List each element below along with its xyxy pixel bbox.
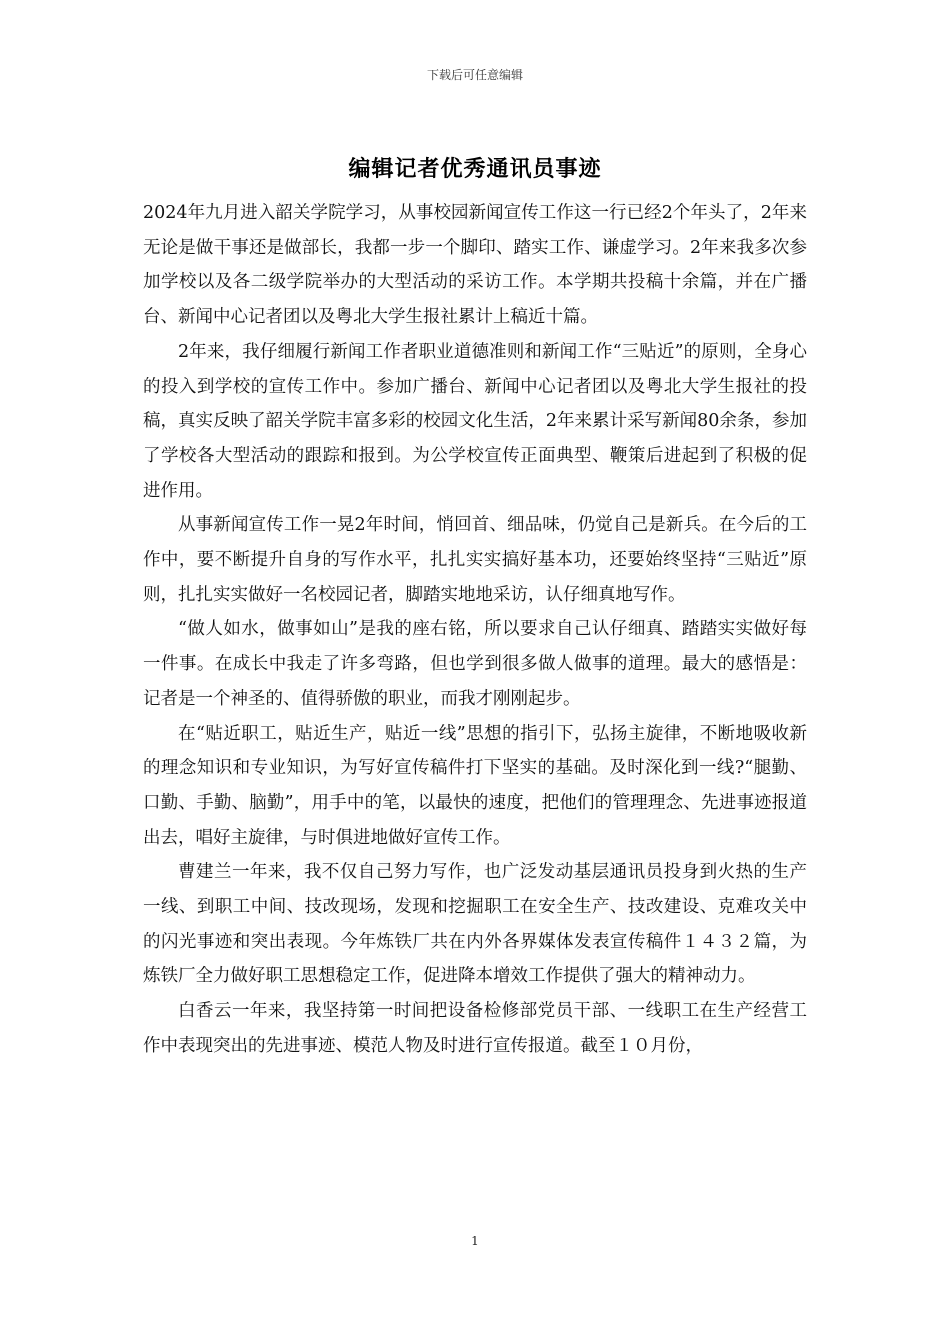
paragraph: 曹建兰一年来，我不仅自己努力写作，也广泛发动基层通讯员投身到火热的生产一线、到职工中间、技改现场，发现和挖掘职工在安全生产、技改建设、克难攻关中的闪光事迹和突出表现。今年炼铁厂共在内外各界媒体发表宣传稿件１４３２篇，为炼铁厂全力做好职工思想稳定工作，促进降本增效工作提供了强大的精神动力。: [143, 862, 807, 987]
paragraph: 在“贴近职工，贴近生产，贴近一线”思想的指引下，弘扬主旋律，不断地吸收新的理念知识和专业知识，为写好宣传稿件打下坚实的基础。及时深化到一线?“腿勤、口勤、手勤、脑勤”，用手中的笔，以最快的速度，把他们的管理理念、先进事迹报道出去，唱好主旋律，与时俱进地做好宣传工作。: [143, 723, 807, 848]
document-body: [143, 196, 807, 1064]
paragraph: 2年来，我仔细履行新闻工作者职业道德准则和新闻工作“三贴近”的原则，全身心的投入到学校的宣传工作中。参加广播台、新闻中心记者团以及粤北大学生报社的投稿，真实反映了韶关学院丰富多彩的校园文化生活，2年来累计采写新闻80余条，参加了学校各大型活动的跟踪和报到。为公学校宣传正面典型、鞭策后进起到了积极的促进作用。: [143, 341, 807, 501]
page-number: 1: [471, 1234, 479, 1248]
header-note: 下载后可任意编辑: [426, 68, 523, 82]
paragraph: 2024年九月进入韶关学院学习，从事校园新闻宣传工作这一行已经2个年头了，2年来无论是做干事还是做部长，我都一步一个脚印、踏实工作、谦虚学习。2年来我多次参加学校以及各二级学院举办的大型活动的采访工作。本学期共投稿十余篇，并在广播台、新闻中心记者团以及粤北大学生报社累计上稿近十篇。: [143, 203, 807, 328]
document-title: 编辑记者优秀通讯员事迹: [348, 157, 602, 182]
paragraph: “做人如水，做事如山”是我的座右铭，所以要求自己认仔细真、踏踏实实做好每一件事。在成长中我走了许多弯路，但也学到很多做人做事的道理。最大的感悟是：记者是一个神圣的、值得骄傲的职业，而我才刚刚起步。: [143, 619, 807, 709]
paragraph: 从事新闻宣传工作一晃2年时间，悄回首、细品味，仍觉自己是新兵。在今后的工作中，要不断提升自身的写作水平，扎扎实实搞好基本功，还要始终坚持“三贴近”原则，扎扎实实做好一名校园记者，脚踏实地地采访，认仔细真地写作。: [143, 515, 807, 605]
paragraph: 白香云一年来，我坚持第一时间把设备检修部党员干部、一线职工在生产经营工作中表现突出的先进事迹、模范人物及时进行宣传报道。截至１０月份，: [143, 1001, 807, 1056]
